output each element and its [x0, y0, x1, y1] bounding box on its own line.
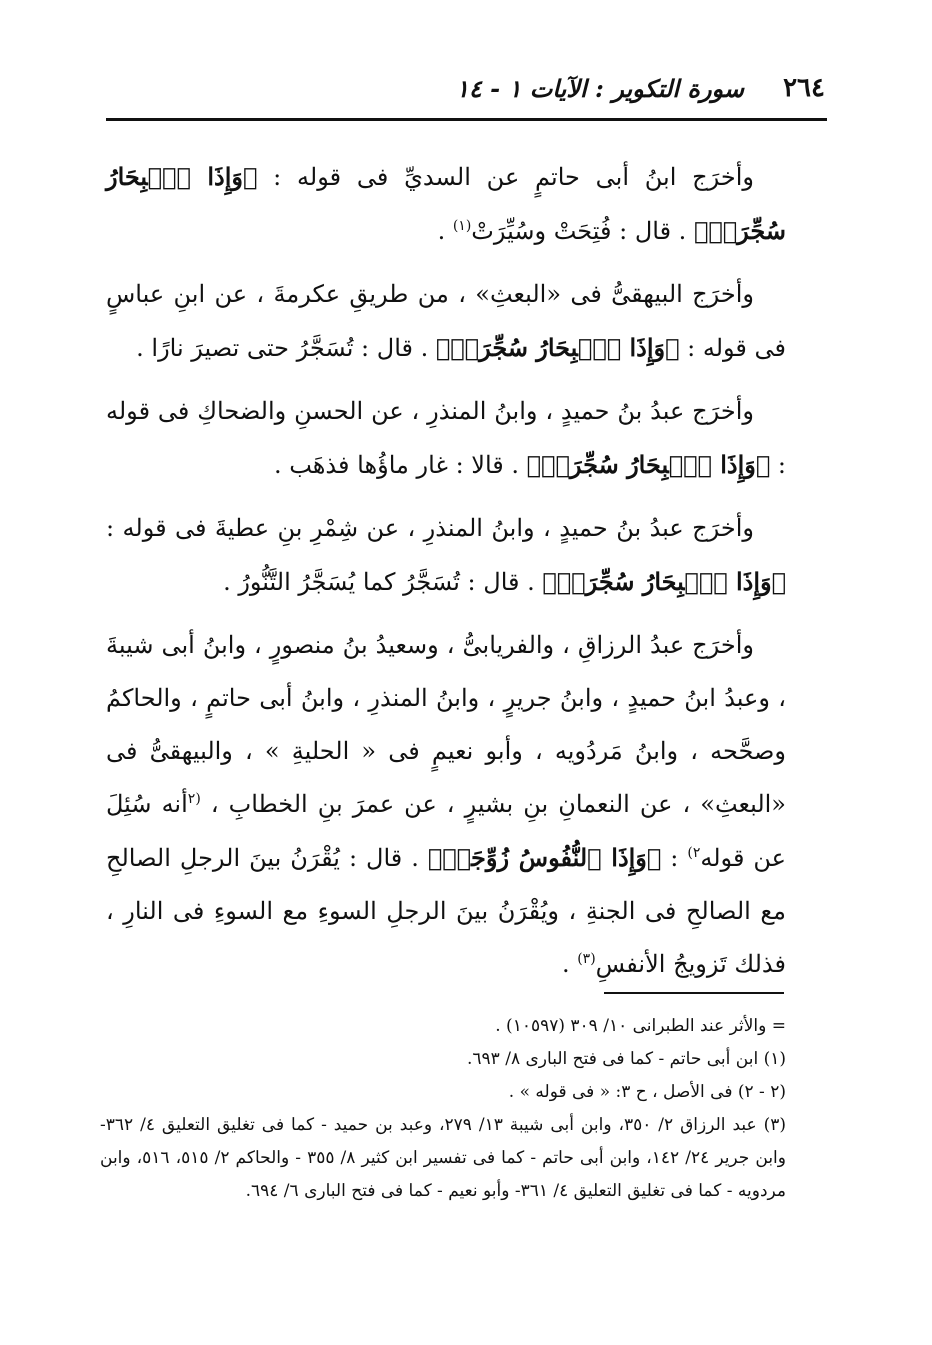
quran-verse: ﴿وَإِذَا ٱلۡبِحَارُ سُجِّرَتۡ﴾	[106, 162, 786, 245]
paragraph-text: :	[661, 844, 688, 872]
quran-verse: ﴿وَإِذَا ٱلۡبِحَارُ سُجِّرَتۡ﴾	[435, 333, 680, 362]
footnotes	[100, 1010, 786, 1208]
paragraph-2	[106, 268, 786, 375]
paragraph-4	[106, 502, 786, 609]
paragraph-3	[106, 385, 786, 492]
paragraph-text: . قال : فُتِحَتْ وسُيِّرَتْ	[471, 217, 694, 245]
footnote-marker-open: (٢	[187, 791, 201, 807]
paragraph-5	[106, 619, 786, 991]
quran-verse: ﴿وَإِذَا ٱلۡبِحَارُ سُجِّرَتۡ﴾	[526, 450, 771, 479]
footnote-rule	[604, 992, 784, 994]
paragraph-text: . قال : تُسَجَّرُ كما يُسَجَّرُ التَّنُّورُ .	[223, 568, 543, 596]
paragraph-text: . قال : تُسَجَّرُ حتى تصيرَ نارًا .	[136, 334, 436, 362]
paragraph-text: وأخرَج عبدُ بنُ حميدٍ ، وابنُ المنذرِ ، عن شِمْرِ بنِ عطيةَ فى قوله :	[106, 514, 754, 542]
paragraph-text: وأخرَج ابنُ أبى حاتمٍ عن السديِّ فى قوله :	[257, 163, 755, 191]
main-text	[106, 150, 786, 1001]
paragraph-1	[106, 150, 786, 258]
paragraph-text: . قال : يُقْرَنُ بينَ الرجلِ الصالحِ مع الصالحِ فى الجنةِ ، ويُقْرَنُ بينَ الرجلِ السوءِ مع السوءِ فى النارِ ، فذلك تَزويجُ الأنفسِ	[106, 844, 786, 978]
quran-verse: ﴿وَإِذَا ٱلنُّفُوسُ زُوِّجَتۡ﴾	[427, 843, 662, 872]
footnote-marker: (٣)	[577, 951, 596, 967]
quran-verse: ﴿وَإِذَا ٱلۡبِحَارُ سُجِّرَتۡ﴾	[542, 567, 786, 596]
footnote-continuation: = والأثر عند الطبرانى ١٠/ ٣٠٩ (١٠٥٩٧) .	[495, 1016, 786, 1036]
paragraph-text: وأخرَج البيهقىُّ فى «البعثِ» ، من طريقِ عكرمةَ ، عن ابنِ عباسٍ فى قوله :	[106, 280, 786, 362]
footnote-marker: (١)	[452, 218, 472, 234]
paragraph-text: . قالا : غار ماؤُها فذهَب .	[273, 451, 527, 479]
paragraph-text: وأخرَج عبدُ الرزاقِ ، والفريابىُّ ، وسعيدُ بنُ منصورٍ ، وابنُ أبى شيبةَ ، وعبدُ ابنُ حميدٍ ، وابنُ جريرٍ ، وابنُ المنذرِ ، وابنُ أبى حاتمٍ ، والحاكمُ وصحَّحه ، وابنُ مَردُويه ، وأبو نعيمٍ فى « الحليةِ » ، والبيهقىُّ فى «البعثِ» ، عن النعمانِ بنِ بشيرٍ ، عن عمرَ بنِ الخطابِ ،	[106, 631, 786, 818]
footnote-1: (١) ابن أبى حاتم - كما فى فتح البارى ٨/ ٦٩٣.	[467, 1049, 786, 1069]
footnote-2: (٢ - ٢) فى الأصل ، ح ٣: « فى قوله » .	[508, 1082, 786, 1102]
page-number: ٢٦٤	[783, 73, 825, 103]
paragraph-text: .	[437, 217, 453, 245]
footnote-marker-close: ٢)	[687, 845, 701, 861]
paragraph-text: .	[561, 950, 578, 978]
footnote-3: (٣) عبد الرزاق ٢/ ٣٥٠، وابن أبى شيبة ١٣/ ٢٧٩، وعبد بن حميد - كما فى تغليق التعليق ٤/ ٣٦٢- وابن جرير ٢٤/ ١٤٢، وابن أبى حاتم - كما فى تفسير ابن كثير ٨/ ٣٥٥ - والحاكم ٢/ ٥١٥، ٥١٦، وابن مردويه - كما فى تغليق التعليق ٤/ ٣٦١- وأبو نعيم - كما فى فتح البارى ٦/ ٦٩٤.	[100, 1115, 786, 1201]
running-title: سورة التكوير : الآيات ١ - ١٤	[456, 73, 745, 103]
page-header	[106, 68, 825, 108]
header-rule	[106, 118, 827, 121]
paragraph-text: وأخرَج عبدُ بنُ حميدٍ ، وابنُ المنذرِ ، عن الحسنِ والضحاكِ فى قوله :	[106, 397, 786, 479]
paragraph-text: أنه سُئِلَ عن قوله	[106, 790, 786, 872]
